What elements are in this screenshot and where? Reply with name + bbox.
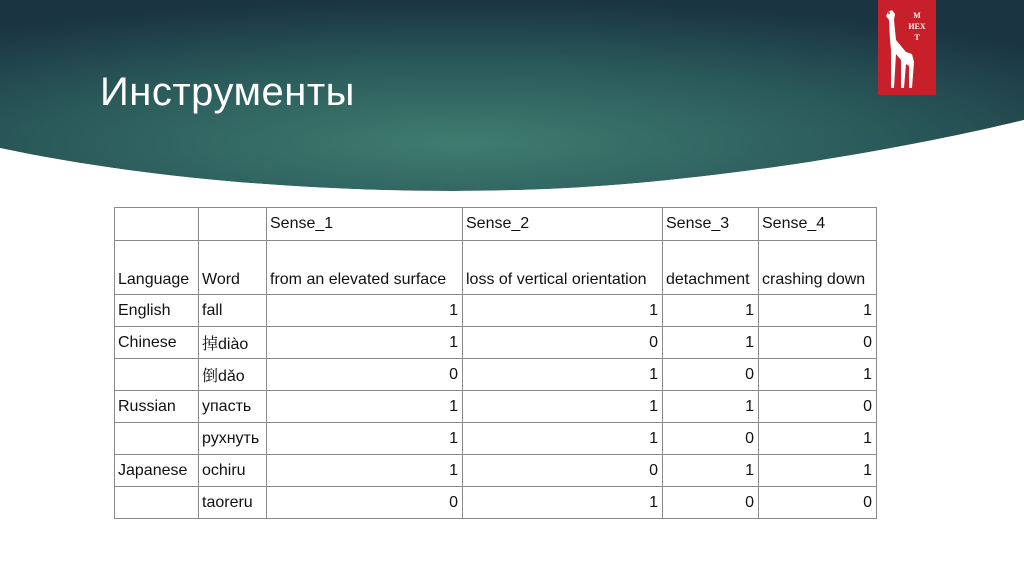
header-cell: from an elevated surface [267, 241, 463, 295]
table-row [115, 423, 877, 455]
header-cell: loss of vertical orientation [463, 241, 663, 295]
value-cell: 0 [663, 359, 759, 391]
header-cell: Sense_4 [759, 208, 877, 241]
header-cell: Language [115, 241, 199, 295]
value-cell: 0 [463, 327, 663, 359]
value-cell: 1 [759, 423, 877, 455]
value-cell: 1 [463, 487, 663, 519]
language-cell [115, 359, 199, 391]
slide-title: Инструменты [100, 70, 355, 114]
value-cell: 0 [663, 423, 759, 455]
table-row [115, 487, 877, 519]
word-cell: 掉diào [199, 327, 267, 359]
value-cell: 1 [663, 295, 759, 327]
table-row [115, 327, 877, 359]
word-cell: упасть [199, 391, 267, 423]
value-cell: 0 [759, 487, 877, 519]
language-cell [115, 423, 199, 455]
header-cell [199, 208, 267, 241]
value-cell: 1 [463, 295, 663, 327]
value-cell: 1 [463, 391, 663, 423]
value-cell: 1 [267, 455, 463, 487]
header-cell: Sense_3 [663, 208, 759, 241]
value-cell: 1 [663, 327, 759, 359]
value-cell: 1 [663, 455, 759, 487]
table-row [115, 455, 877, 487]
value-cell: 1 [267, 327, 463, 359]
value-cell: 0 [759, 327, 877, 359]
header-cell: detachment [663, 241, 759, 295]
table-row [115, 295, 877, 327]
table-header-senses [115, 208, 877, 241]
value-cell: 1 [759, 359, 877, 391]
word-cell: taoreru [199, 487, 267, 519]
value-cell: 1 [759, 455, 877, 487]
language-cell: Chinese [115, 327, 199, 359]
value-cell: 1 [759, 295, 877, 327]
language-cell: English [115, 295, 199, 327]
value-cell: 0 [267, 359, 463, 391]
table-body [115, 295, 877, 519]
word-cell: 倒dǎo [199, 359, 267, 391]
header-cell: crashing down [759, 241, 877, 295]
value-cell: 1 [267, 423, 463, 455]
language-cell: Japanese [115, 455, 199, 487]
word-cell: рухнуть [199, 423, 267, 455]
table-header-descriptions [115, 241, 877, 295]
value-cell: 0 [759, 391, 877, 423]
word-cell: ochiru [199, 455, 267, 487]
university-logo [878, 0, 936, 95]
value-cell: 0 [463, 455, 663, 487]
value-cell: 1 [463, 423, 663, 455]
value-cell: 1 [267, 391, 463, 423]
language-cell [115, 487, 199, 519]
header-cell [115, 208, 199, 241]
sense-comparison-table [114, 207, 877, 519]
header-cell: Word [199, 241, 267, 295]
value-cell: 1 [267, 295, 463, 327]
logo-lettering: М ИЕХ Т [908, 11, 926, 42]
word-cell: fall [199, 295, 267, 327]
header-cell: Sense_1 [267, 208, 463, 241]
value-cell: 0 [267, 487, 463, 519]
table-row [115, 391, 877, 423]
value-cell: 0 [663, 487, 759, 519]
value-cell: 1 [463, 359, 663, 391]
language-cell: Russian [115, 391, 199, 423]
table-row [115, 359, 877, 391]
value-cell: 1 [663, 391, 759, 423]
header-cell: Sense_2 [463, 208, 663, 241]
